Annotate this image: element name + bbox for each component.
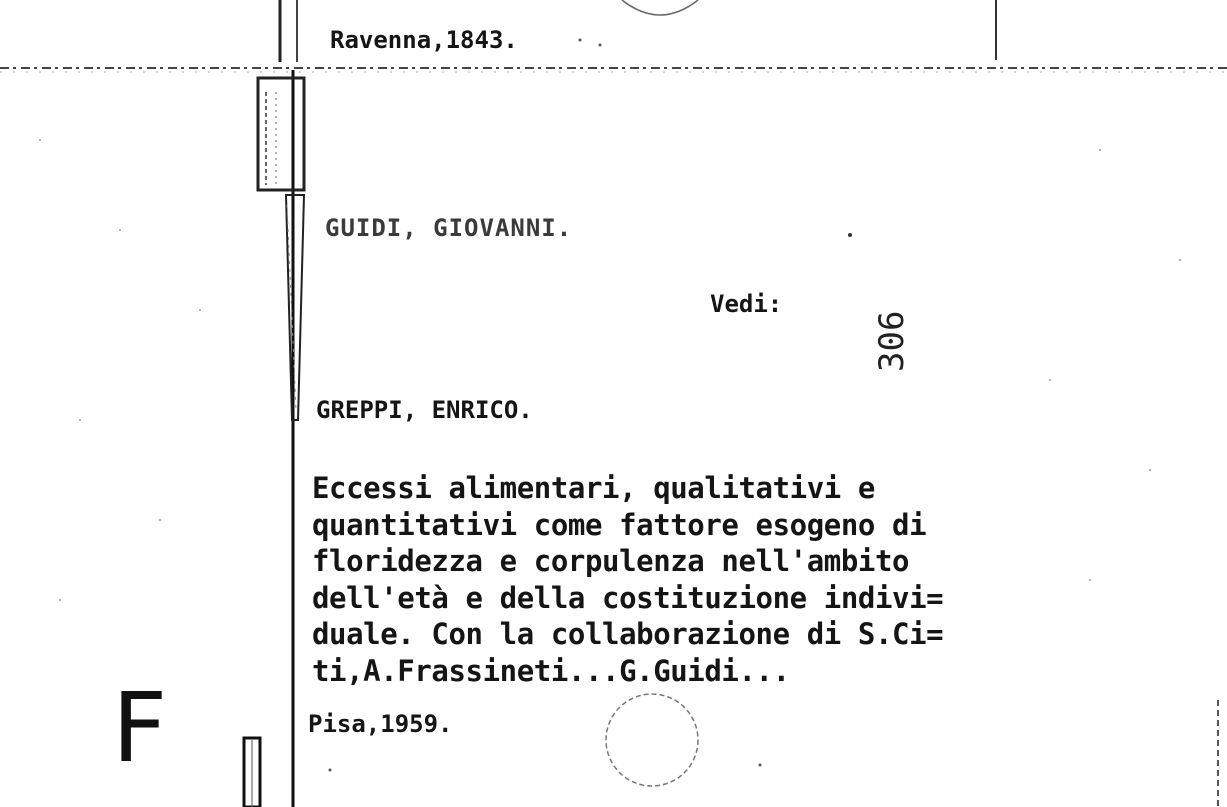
punch-hole <box>606 694 698 786</box>
rod-bracket <box>258 78 304 190</box>
section-letter: F <box>112 672 168 784</box>
title-line: duale. Con la collaborazione di S.Ci= <box>312 617 944 651</box>
place-date: Pisa,1959. <box>308 710 453 738</box>
see-label: Vedi: <box>710 290 783 318</box>
title-block <box>312 470 943 689</box>
title-line: floridezza e corpulenza nell'ambito <box>312 544 910 578</box>
crossref-name: GUIDI, GIOVANNI. <box>325 214 573 242</box>
title-line: quantitativi come fattore esogeno di <box>312 507 927 542</box>
title-line: ti,A.Frassineti...G.Guidi... <box>312 653 790 688</box>
rod-needle <box>286 195 304 420</box>
upper-card-place-date: Ravenna,1843. <box>330 26 518 54</box>
see-number: 306 <box>872 310 912 372</box>
author-name: GREPPI, ENRICO. <box>316 396 533 424</box>
title-line: dell'età e della costituzione indivi= <box>312 580 944 615</box>
title-line: Eccessi alimentari, qualitativi e <box>312 471 875 505</box>
punch-hole-top <box>622 0 698 15</box>
